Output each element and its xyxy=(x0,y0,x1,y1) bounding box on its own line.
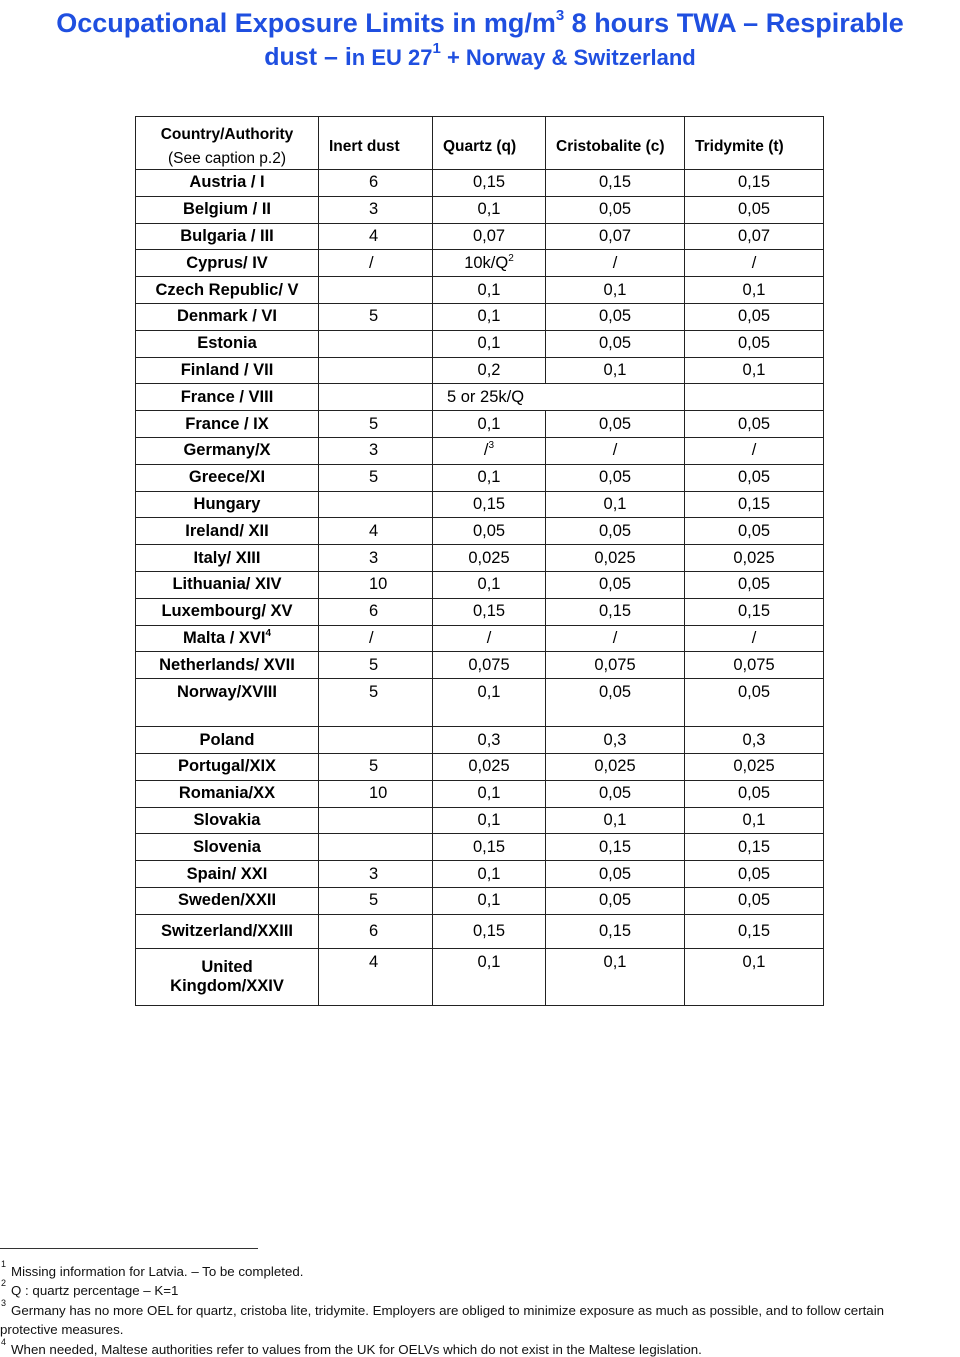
table-row xyxy=(136,807,824,834)
table-row xyxy=(136,545,824,572)
title-line-1 xyxy=(0,6,960,40)
quartz-cristobalite-merged-cell: 5 or 25k/Q xyxy=(433,384,685,411)
tridymite-cell: 0,05 xyxy=(685,571,824,598)
quartz-value: 0,15 xyxy=(472,602,506,621)
quartz-value: 0,075 xyxy=(468,655,510,674)
quartz-value: 0,1 xyxy=(477,414,501,433)
title-text: n EU 27 xyxy=(351,45,433,70)
quartz-value: 0,1 xyxy=(477,891,501,910)
country-cell xyxy=(136,598,319,625)
title-superscript: 3 xyxy=(555,7,565,24)
country-cell xyxy=(136,753,319,780)
tridymite-cell: 0,075 xyxy=(685,652,824,679)
table-row xyxy=(136,330,824,357)
inert-dust-cell: / xyxy=(319,250,433,277)
country-label: Portugal/XIX xyxy=(177,757,277,776)
footnote-divider xyxy=(0,1248,258,1249)
country-label: Netherlands/ XVII xyxy=(159,655,295,674)
footnote-text: Missing information for Latvia. – To be completed. xyxy=(11,1264,304,1279)
country-cell xyxy=(136,571,319,598)
header-quartz-label: Quartz (q) xyxy=(443,137,517,155)
tridymite-cell: 0,15 xyxy=(685,170,824,197)
inert-dust-cell: / xyxy=(319,625,433,652)
country-cell xyxy=(136,780,319,807)
country-cell xyxy=(136,464,319,491)
quartz-cell xyxy=(433,914,546,948)
cristobalite-cell: 0,05 xyxy=(546,780,685,807)
footnote-marker: 3 xyxy=(488,440,495,452)
country-cell xyxy=(136,518,319,545)
cristobalite-cell: 0,1 xyxy=(546,277,685,304)
cristobalite-cell: 0,1 xyxy=(546,491,685,518)
footnote-marker: 4 xyxy=(265,627,272,639)
quartz-cell xyxy=(433,887,546,914)
quartz-value: 0,07 xyxy=(472,226,506,245)
table-row xyxy=(136,411,824,438)
header-tridymite xyxy=(685,117,824,170)
quartz-cell xyxy=(433,437,546,464)
inert-dust-cell: 4 xyxy=(319,223,433,250)
cristobalite-cell: 0,15 xyxy=(546,914,685,948)
inert-dust-cell xyxy=(319,330,433,357)
quartz-cell xyxy=(433,807,546,834)
tridymite-cell: 0,05 xyxy=(685,303,824,330)
table-row xyxy=(136,861,824,888)
quartz-cell xyxy=(433,861,546,888)
inert-dust-cell: 3 xyxy=(319,196,433,223)
quartz-value: 0,15 xyxy=(472,921,506,940)
country-cell xyxy=(136,330,319,357)
quartz-value: 0,1 xyxy=(477,864,501,883)
country-cell xyxy=(136,277,319,304)
header-inert xyxy=(319,117,433,170)
quartz-cell xyxy=(433,518,546,545)
tridymite-cell: 0,05 xyxy=(685,679,824,727)
inert-dust-cell: 5 xyxy=(319,303,433,330)
title-text: + Norway & Switzerland xyxy=(440,45,696,70)
country-label: Spain/ XXI xyxy=(186,864,268,883)
country-label: Norway/XVIII xyxy=(177,683,277,702)
country-label: Hungary xyxy=(193,494,261,513)
tridymite-cell: 0,1 xyxy=(685,948,824,1005)
cristobalite-cell: 0,05 xyxy=(546,861,685,888)
table-row xyxy=(136,834,824,861)
country-label: Finland / VII xyxy=(180,360,274,379)
table-row xyxy=(136,598,824,625)
quartz-cell xyxy=(433,411,546,438)
cristobalite-cell: / xyxy=(546,437,685,464)
quartz-value: 0,025 xyxy=(468,757,510,776)
quartz-value: 0,05 xyxy=(472,521,506,540)
inert-dust-cell: 6 xyxy=(319,170,433,197)
table-row xyxy=(136,625,824,652)
footnote-marker: 2 xyxy=(508,252,514,264)
footnote-text: protective measures. xyxy=(0,1322,124,1337)
quartz-cell xyxy=(433,625,546,652)
table-row xyxy=(136,727,824,754)
tridymite-cell: 0,05 xyxy=(685,887,824,914)
inert-dust-cell xyxy=(319,807,433,834)
tridymite-cell: 0,05 xyxy=(685,464,824,491)
quartz-value: 0,1 xyxy=(477,334,501,353)
country-cell xyxy=(136,384,319,411)
cristobalite-cell: 0,025 xyxy=(546,753,685,780)
title-text: 8 hours TWA – Respirable xyxy=(564,8,904,38)
tridymite-cell xyxy=(685,384,824,411)
cristobalite-cell: 0,1 xyxy=(546,807,685,834)
quartz-cell xyxy=(433,491,546,518)
inert-dust-cell: 6 xyxy=(319,914,433,948)
inert-dust-cell: 3 xyxy=(319,437,433,464)
quartz-cell xyxy=(433,277,546,304)
header-country-caption: (See caption p.2) xyxy=(167,149,287,167)
header-inert-label: Inert dust xyxy=(329,137,400,155)
inert-dust-cell: 5 xyxy=(319,887,433,914)
table-row xyxy=(136,384,824,411)
quartz-value: / xyxy=(486,628,492,647)
header-tridymite-label: Tridymite (t) xyxy=(695,137,784,155)
country-cell xyxy=(136,196,319,223)
tridymite-cell: 0,15 xyxy=(685,491,824,518)
quartz-cell xyxy=(433,679,546,727)
cristobalite-cell: / xyxy=(546,625,685,652)
tridymite-cell: / xyxy=(685,437,824,464)
quartz-value: 0,2 xyxy=(477,360,501,379)
country-label: Italy/ XIII xyxy=(193,548,261,567)
country-label: Estonia xyxy=(197,334,257,353)
inert-dust-cell: 5 xyxy=(319,652,433,679)
quartz-value: 0,1 xyxy=(477,575,501,594)
quartz-cell xyxy=(433,598,546,625)
quartz-value: 0,1 xyxy=(477,810,501,829)
quartz-value: 0,15 xyxy=(472,173,506,192)
quartz-value: 0,1 xyxy=(477,468,501,487)
country-label: Cyprus/ IV xyxy=(186,253,268,272)
country-label: France / VIII xyxy=(180,387,274,406)
inert-dust-cell: 5 xyxy=(319,411,433,438)
inert-dust-cell: 4 xyxy=(319,518,433,545)
country-cell xyxy=(136,727,319,754)
tridymite-cell: 0,15 xyxy=(685,834,824,861)
country-label: Luxembourg/ XV xyxy=(161,602,293,621)
cristobalite-cell: 0,15 xyxy=(546,598,685,625)
country-label: Czech Republic/ V xyxy=(155,280,299,299)
page-title xyxy=(0,6,960,75)
footnote-number: 1 xyxy=(1,1259,7,1269)
cristobalite-cell: 0,3 xyxy=(546,727,685,754)
footnote-text: Q : quartz percentage – K=1 xyxy=(11,1283,179,1298)
tridymite-cell: 0,15 xyxy=(685,914,824,948)
inert-dust-cell: 4 xyxy=(319,948,433,1005)
table-row xyxy=(136,170,824,197)
tridymite-cell: / xyxy=(685,625,824,652)
inert-dust-cell xyxy=(319,357,433,384)
country-label: Greece/XI xyxy=(188,468,266,487)
tridymite-cell: 0,025 xyxy=(685,545,824,572)
quartz-cell xyxy=(433,571,546,598)
tridymite-cell: 0,025 xyxy=(685,753,824,780)
cristobalite-cell: 0,1 xyxy=(546,357,685,384)
quartz-cell xyxy=(433,834,546,861)
country-cell xyxy=(136,411,319,438)
country-label: Sweden/XXII xyxy=(177,891,277,910)
inert-dust-cell xyxy=(319,277,433,304)
tridymite-cell: 0,1 xyxy=(685,357,824,384)
country-cell xyxy=(136,437,319,464)
country-label: Austria / I xyxy=(189,173,265,192)
quartz-cell xyxy=(433,753,546,780)
tridymite-cell: 0,05 xyxy=(685,780,824,807)
quartz-cell xyxy=(433,170,546,197)
quartz-cell xyxy=(433,303,546,330)
country-cell xyxy=(136,887,319,914)
country-label: France / IX xyxy=(185,414,269,433)
quartz-value: 0,1 xyxy=(477,280,501,299)
inert-dust-cell: 5 xyxy=(319,753,433,780)
quartz-value: 10k/Q xyxy=(464,253,509,272)
country-label: Switzerland/XXIII xyxy=(160,921,294,940)
quartz-cell xyxy=(433,357,546,384)
country-label: Slovakia xyxy=(193,810,261,829)
cristobalite-cell: 0,1 xyxy=(546,948,685,1005)
country-cell xyxy=(136,303,319,330)
country-cell xyxy=(136,914,319,948)
table-row xyxy=(136,780,824,807)
cristobalite-cell: 0,075 xyxy=(546,652,685,679)
inert-dust-cell xyxy=(319,727,433,754)
quartz-value: 0,025 xyxy=(468,548,510,567)
tridymite-cell: 0,05 xyxy=(685,411,824,438)
quartz-cell xyxy=(433,652,546,679)
country-label: Germany/X xyxy=(183,441,271,460)
quartz-cell xyxy=(433,250,546,277)
table-row xyxy=(136,437,824,464)
quartz-value: 0,1 xyxy=(477,307,501,326)
inert-dust-cell: 10 xyxy=(319,571,433,598)
country-label: Denmark / VI xyxy=(177,307,277,326)
header-cristobalite xyxy=(546,117,685,170)
header-country xyxy=(136,117,319,170)
title-text: dust – i xyxy=(264,43,352,71)
country-cell xyxy=(136,491,319,518)
table-row xyxy=(136,277,824,304)
table-row xyxy=(136,357,824,384)
quartz-cell xyxy=(433,948,546,1005)
country-cell xyxy=(136,545,319,572)
quartz-value: 0,1 xyxy=(477,683,501,702)
country-cell xyxy=(136,250,319,277)
country-label: Bulgaria / III xyxy=(180,226,274,245)
quartz-cell xyxy=(433,464,546,491)
country-label: Ireland/ XII xyxy=(185,521,269,540)
tridymite-cell: 0,05 xyxy=(685,196,824,223)
inert-dust-cell xyxy=(319,834,433,861)
table-row xyxy=(136,464,824,491)
inert-dust-cell: 5 xyxy=(319,464,433,491)
table-row xyxy=(136,887,824,914)
cristobalite-cell: 0,05 xyxy=(546,518,685,545)
tridymite-cell: 0,05 xyxy=(685,861,824,888)
country-label: United xyxy=(201,957,253,976)
quartz-cell xyxy=(433,330,546,357)
country-label: Lithuania/ XIV xyxy=(172,575,282,594)
inert-dust-cell: 5 xyxy=(319,679,433,727)
title-superscript: 1 xyxy=(432,40,441,57)
cristobalite-cell: 0,05 xyxy=(546,303,685,330)
tridymite-cell: 0,15 xyxy=(685,598,824,625)
country-cell xyxy=(136,861,319,888)
title-text: Occupational Exposure Limits in mg/m xyxy=(56,8,556,38)
footnote-text: Germany has no more OEL for quartz, cristoba lite, tridymite. Employers are obliged to minimize exposure as much as possible, and to follow certain xyxy=(11,1303,885,1318)
country-cell xyxy=(136,223,319,250)
table-row xyxy=(136,491,824,518)
quartz-value: 0,15 xyxy=(472,837,506,856)
country-label: Belgium / II xyxy=(182,200,271,219)
inert-dust-cell: 3 xyxy=(319,545,433,572)
table-row xyxy=(136,571,824,598)
quartz-value: 0,1 xyxy=(477,784,501,803)
table-row xyxy=(136,652,824,679)
title-line-2 xyxy=(0,40,960,75)
cristobalite-cell: 0,025 xyxy=(546,545,685,572)
tridymite-cell: 0,1 xyxy=(685,277,824,304)
country-label: Malta / XVI xyxy=(182,628,266,647)
footnote-number: 3 xyxy=(1,1298,7,1308)
table-header-row xyxy=(136,117,824,170)
tridymite-cell: 0,05 xyxy=(685,518,824,545)
table-row xyxy=(136,223,824,250)
country-cell xyxy=(136,357,319,384)
inert-dust-cell: 10 xyxy=(319,780,433,807)
table-row xyxy=(136,250,824,277)
quartz-value: 0,3 xyxy=(477,730,501,749)
cristobalite-cell: 0,05 xyxy=(546,330,685,357)
cristobalite-cell: 0,05 xyxy=(546,679,685,727)
cristobalite-cell: 0,15 xyxy=(546,834,685,861)
country-cell xyxy=(136,807,319,834)
quartz-cell xyxy=(433,727,546,754)
inert-dust-cell: 3 xyxy=(319,861,433,888)
table-row xyxy=(136,948,824,1005)
table-row xyxy=(136,753,824,780)
inert-dust-cell xyxy=(319,384,433,411)
cristobalite-cell: 0,05 xyxy=(546,196,685,223)
table-row xyxy=(136,679,824,727)
cristobalite-cell: / xyxy=(546,250,685,277)
footnote-text: When needed, Maltese authorities refer to values from the UK for OELVs which do not exist in the Maltese legislation. xyxy=(11,1342,702,1357)
header-country-label: Country/Authority xyxy=(160,125,294,143)
tridymite-cell: / xyxy=(685,250,824,277)
quartz-value: 0,1 xyxy=(477,952,501,971)
footnote-number: 4 xyxy=(1,1337,7,1347)
table-row xyxy=(136,196,824,223)
header-quartz xyxy=(433,117,546,170)
cristobalite-cell: 0,05 xyxy=(546,411,685,438)
tridymite-cell: 0,3 xyxy=(685,727,824,754)
quartz-value: 0,1 xyxy=(477,200,501,219)
cristobalite-cell: 0,15 xyxy=(546,170,685,197)
country-label: Kingdom/XXIV xyxy=(170,976,284,995)
cristobalite-cell: 0,05 xyxy=(546,464,685,491)
inert-dust-cell xyxy=(319,491,433,518)
country-cell xyxy=(136,625,319,652)
country-cell xyxy=(136,679,319,727)
country-cell xyxy=(136,948,319,1005)
country-label: Poland xyxy=(199,730,255,749)
country-cell xyxy=(136,834,319,861)
country-label: Romania/XX xyxy=(178,784,276,803)
country-cell xyxy=(136,652,319,679)
quartz-cell xyxy=(433,223,546,250)
quartz-value: 0,15 xyxy=(472,494,506,513)
quartz-value: / xyxy=(483,441,489,460)
oel-table xyxy=(135,116,824,1006)
quartz-cell xyxy=(433,545,546,572)
tridymite-cell: 0,1 xyxy=(685,807,824,834)
table-row xyxy=(136,518,824,545)
table-row xyxy=(136,914,824,948)
header-cristobalite-label: Cristobalite (c) xyxy=(556,137,665,155)
quartz-cell xyxy=(433,780,546,807)
tridymite-cell: 0,07 xyxy=(685,223,824,250)
quartz-cell xyxy=(433,196,546,223)
country-cell xyxy=(136,170,319,197)
table-row xyxy=(136,303,824,330)
country-label: Slovenia xyxy=(193,837,261,856)
cristobalite-cell: 0,07 xyxy=(546,223,685,250)
cristobalite-cell: 0,05 xyxy=(546,887,685,914)
cristobalite-cell: 0,05 xyxy=(546,571,685,598)
tridymite-cell: 0,05 xyxy=(685,330,824,357)
footnote-number: 2 xyxy=(1,1278,7,1288)
inert-dust-cell: 6 xyxy=(319,598,433,625)
